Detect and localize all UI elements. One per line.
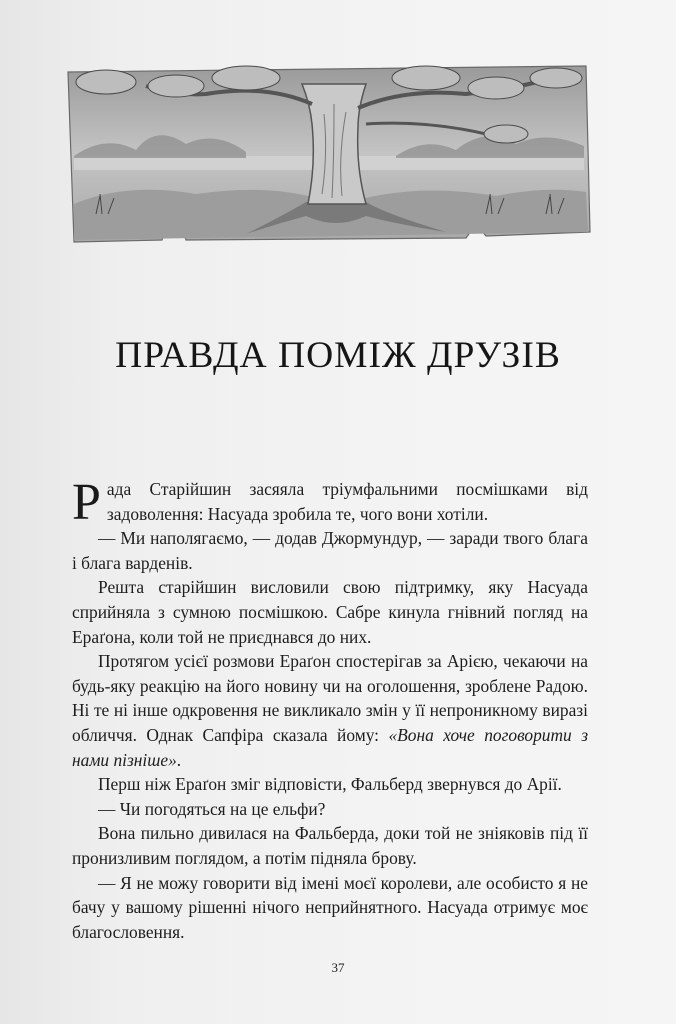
paragraph-text: ада Старійшин засяяла тріумфальними посмішками від задоволення: Насуада зробила те, чого вони хотіли. bbox=[106, 479, 588, 524]
paragraph bbox=[72, 649, 588, 772]
paragraph: Перш ніж Ераґон зміг відповісти, Фальберд звернувся до Арії. bbox=[98, 774, 562, 795]
paragraph: — Я не можу говорити від імені моєї королеви, але особисто я не бачу у вашому рішенні нічого неприйнятного. Насуада отримує моє благословення. bbox=[72, 872, 588, 942]
paragraph bbox=[72, 474, 588, 531]
paragraph: Вона пильно дивилася на Фальберда, доки той не зніяковів під її пронизливим поглядом, а потім підняла брову. bbox=[72, 823, 588, 868]
paragraph: — Чи погодяться на це ельфи? bbox=[98, 798, 326, 819]
page-number: 37 bbox=[331, 960, 345, 975]
paragraph: Решта старійшин висловили свою підтримку, яку Насуада сприйняла з сумною посмішкою. Сабре кинула гнівний погляд на Ераґона, коли той не приєднався до них. bbox=[72, 577, 588, 647]
paragraph-end: . bbox=[176, 749, 182, 770]
chapter-body bbox=[72, 474, 588, 944]
paragraph: — Ми наполягаємо, — додав Джормундур, — заради твого блага і блага варденів. bbox=[72, 528, 588, 573]
paragraph-text: Протягом усієї розмови Ераґон спостерігав за Арією, чекаючи на будь-яку реакцію на його новину чи на оголошення, зроблене Радою. Ні те ні інше одкровення не викликало змін у її непроникному виразі обличчя. Однак Сапфіра сказала йому: bbox=[72, 651, 588, 745]
italic-quote: «Вона хоче поговорити з нами пізніше» bbox=[72, 724, 588, 770]
drop-cap: Р bbox=[72, 474, 101, 531]
tree-landscape-illustration bbox=[66, 64, 591, 244]
chapter-title: ПРАВДА ПОМІЖ ДРУЗІВ bbox=[115, 335, 561, 376]
